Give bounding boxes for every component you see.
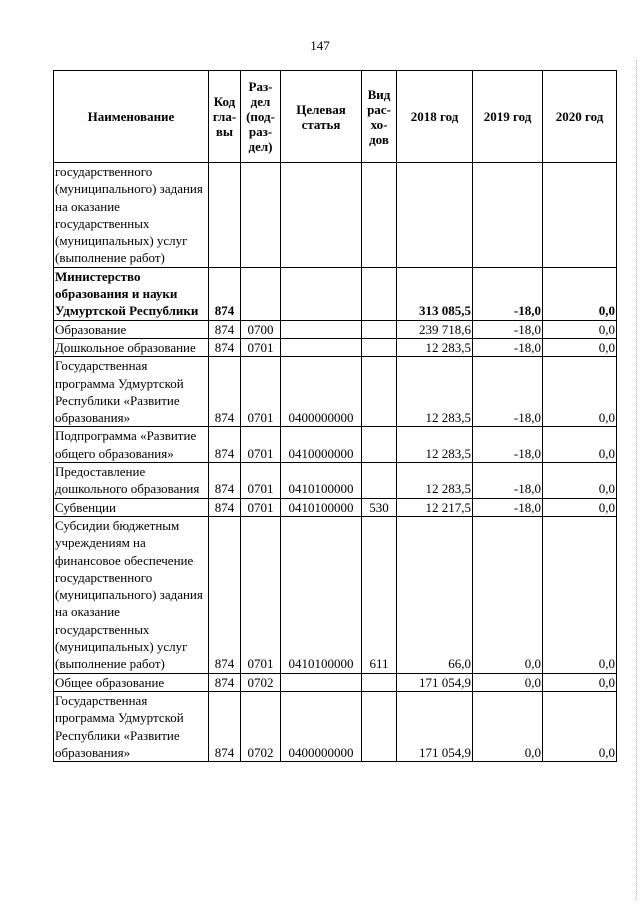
cell-y2019 — [473, 163, 543, 268]
header-2020: 2020 год — [543, 71, 617, 163]
cell-y2018: 313 085,5 — [397, 267, 473, 320]
cell-y2018: 239 718,6 — [397, 320, 473, 338]
cell-section: 0701 — [241, 498, 281, 516]
cell-target — [281, 163, 362, 268]
cell-y2019: 0,0 — [473, 691, 543, 761]
cell-section: 0701 — [241, 516, 281, 673]
cell-expense-type — [362, 427, 397, 463]
cell-y2020: 0,0 — [543, 516, 617, 673]
cell-y2019: -18,0 — [473, 357, 543, 427]
cell-expense-type — [362, 673, 397, 691]
cell-expense-type: 611 — [362, 516, 397, 673]
cell-section: 0702 — [241, 691, 281, 761]
cell-name: Министерство образования и науки Удмуртской Республики — [54, 267, 209, 320]
cell-section: 0701 — [241, 357, 281, 427]
cell-y2020: 0,0 — [543, 691, 617, 761]
cell-expense-type — [362, 267, 397, 320]
header-expense-type: Вид рас- хо- дов — [362, 71, 397, 163]
cell-chapter: 874 — [209, 463, 241, 499]
cell-expense-type: 530 — [362, 498, 397, 516]
cell-y2019: 0,0 — [473, 673, 543, 691]
cell-target — [281, 320, 362, 338]
cell-chapter: 874 — [209, 516, 241, 673]
header-section: Раз- дел (под- раз- дел) — [241, 71, 281, 163]
header-2018: 2018 год — [397, 71, 473, 163]
page-edge — [635, 60, 637, 900]
cell-chapter — [209, 163, 241, 268]
cell-chapter: 874 — [209, 338, 241, 356]
cell-chapter: 874 — [209, 320, 241, 338]
table-row — [54, 463, 617, 499]
cell-name: Образование — [54, 320, 209, 338]
table-row — [54, 498, 617, 516]
cell-target — [281, 338, 362, 356]
cell-target: 0400000000 — [281, 357, 362, 427]
cell-expense-type — [362, 691, 397, 761]
cell-y2018: 12 283,5 — [397, 427, 473, 463]
cell-target: 0400000000 — [281, 691, 362, 761]
table-body — [54, 163, 617, 762]
cell-y2020: 0,0 — [543, 357, 617, 427]
budget-table — [53, 70, 617, 762]
cell-name: Субсидии бюджетным учреждениям на финансовое обеспечение государственного (муниципального) задания на оказание государственных (муниципальных) услуг (выполнение работ) — [54, 516, 209, 673]
cell-chapter: 874 — [209, 673, 241, 691]
cell-y2020: 0,0 — [543, 673, 617, 691]
cell-y2019: -18,0 — [473, 338, 543, 356]
cell-chapter: 874 — [209, 691, 241, 761]
cell-name: Дошкольное образование — [54, 338, 209, 356]
cell-target — [281, 267, 362, 320]
cell-y2020: 0,0 — [543, 267, 617, 320]
cell-name: государственного (муниципального) задания на оказание государственных (муниципальных) услуг (выполнение работ) — [54, 163, 209, 268]
cell-y2019: -18,0 — [473, 267, 543, 320]
cell-section: 0700 — [241, 320, 281, 338]
cell-y2019: -18,0 — [473, 463, 543, 499]
table-row — [54, 320, 617, 338]
page-number: 147 — [310, 38, 330, 53]
cell-y2018 — [397, 163, 473, 268]
cell-chapter: 874 — [209, 267, 241, 320]
cell-section: 0701 — [241, 338, 281, 356]
header-target: Целевая статья — [281, 71, 362, 163]
cell-y2020: 0,0 — [543, 320, 617, 338]
cell-target: 0410100000 — [281, 463, 362, 499]
cell-y2020: 0,0 — [543, 427, 617, 463]
cell-target: 0410100000 — [281, 516, 362, 673]
cell-section — [241, 267, 281, 320]
cell-y2018: 171 054,9 — [397, 691, 473, 761]
cell-y2018: 12 283,5 — [397, 338, 473, 356]
cell-name: Субвенции — [54, 498, 209, 516]
cell-y2018: 12 217,5 — [397, 498, 473, 516]
cell-y2019: 0,0 — [473, 516, 543, 673]
cell-expense-type — [362, 163, 397, 268]
cell-y2020: 0,0 — [543, 463, 617, 499]
cell-expense-type — [362, 320, 397, 338]
cell-expense-type — [362, 463, 397, 499]
cell-y2020 — [543, 163, 617, 268]
table-row — [54, 338, 617, 356]
table-row — [54, 516, 617, 673]
cell-y2018: 12 283,5 — [397, 463, 473, 499]
cell-name: Подпрограмма «Развитие общего образования» — [54, 427, 209, 463]
cell-target: 0410100000 — [281, 498, 362, 516]
cell-name: Общее образование — [54, 673, 209, 691]
cell-section — [241, 163, 281, 268]
table-row — [54, 427, 617, 463]
cell-y2018: 12 283,5 — [397, 357, 473, 427]
table-row — [54, 357, 617, 427]
cell-name: Государственная программа Удмуртской Республики «Развитие образования» — [54, 357, 209, 427]
cell-section: 0701 — [241, 427, 281, 463]
cell-section: 0701 — [241, 463, 281, 499]
table-row — [54, 163, 617, 268]
table-row — [54, 673, 617, 691]
cell-chapter: 874 — [209, 357, 241, 427]
cell-y2019: -18,0 — [473, 498, 543, 516]
cell-y2018: 171 054,9 — [397, 673, 473, 691]
cell-expense-type — [362, 338, 397, 356]
table-row — [54, 267, 617, 320]
cell-name: Государственная программа Удмуртской Республики «Развитие образования» — [54, 691, 209, 761]
cell-y2020: 0,0 — [543, 498, 617, 516]
header-chapter: Код гла- вы — [209, 71, 241, 163]
cell-chapter: 874 — [209, 427, 241, 463]
cell-y2020: 0,0 — [543, 338, 617, 356]
cell-name: Предоставление дошкольного образования — [54, 463, 209, 499]
table-row — [54, 691, 617, 761]
cell-y2019: -18,0 — [473, 427, 543, 463]
cell-section: 0702 — [241, 673, 281, 691]
header-2019: 2019 год — [473, 71, 543, 163]
cell-y2019: -18,0 — [473, 320, 543, 338]
cell-expense-type — [362, 357, 397, 427]
header-row — [54, 71, 617, 163]
cell-target: 0410000000 — [281, 427, 362, 463]
header-name: Наименование — [54, 71, 209, 163]
cell-chapter: 874 — [209, 498, 241, 516]
cell-y2018: 66,0 — [397, 516, 473, 673]
cell-target — [281, 673, 362, 691]
